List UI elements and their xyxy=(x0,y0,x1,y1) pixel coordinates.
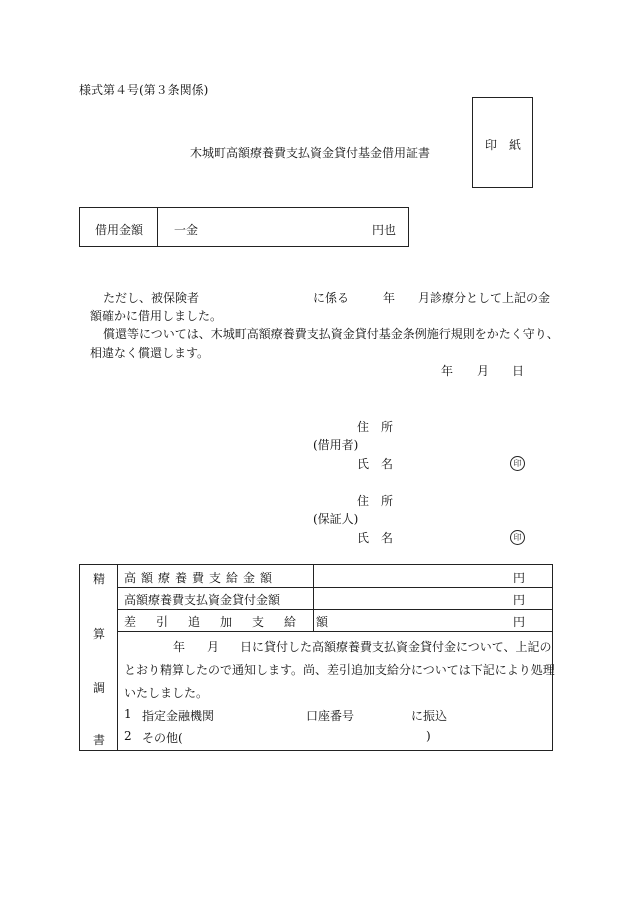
guarantor-address-label: 住 所 xyxy=(357,494,394,508)
notice-month: 月 xyxy=(207,640,220,654)
row-unit-additional: 円 xyxy=(513,615,526,629)
borrower-seal-mark xyxy=(510,455,525,471)
row-unit-benefit: 円 xyxy=(513,571,526,585)
row-divider-1 xyxy=(117,587,552,588)
item-2-label: その他( xyxy=(142,731,183,745)
form-number: 様式第４号(第３条関係) xyxy=(79,83,209,97)
body-line-1a: ただし、被保険者 xyxy=(103,291,200,305)
body-line-2: 額確かに借用しました。 xyxy=(90,309,223,323)
body-line-4: 相違なく償還します。 xyxy=(90,346,210,360)
notice-year: 年 xyxy=(173,640,186,654)
borrower-address-label: 住 所 xyxy=(357,420,394,434)
notice-line-2: とおり精算したので通知します。尚、差引追加支給分については下記により処理 xyxy=(124,663,555,677)
revenue-stamp-label: 印 紙 xyxy=(485,138,522,152)
date-day: 日 xyxy=(512,364,525,378)
body-line-1-year: 年 xyxy=(383,291,396,305)
guarantor-name-label: 氏 名 xyxy=(357,531,394,545)
borrower-role: (借用者) xyxy=(313,438,359,452)
row-label-loan: 高額療養費支払資金貸付金額 xyxy=(124,593,281,607)
row-label-benefit: 高額療養費支給金額 xyxy=(124,571,278,585)
row-divider-3 xyxy=(117,631,552,632)
body-line-1b: に係る xyxy=(313,291,350,305)
amount-suffix: 円也 xyxy=(372,223,397,237)
item-2-close: ) xyxy=(426,729,431,743)
borrower-seal-icon: 印 xyxy=(510,456,525,471)
guarantor-role: (保証人) xyxy=(313,512,359,526)
item-1-transfer: に振込 xyxy=(411,709,448,723)
item-1-label: 指定金融機関 xyxy=(142,709,215,723)
notice-line-1: 日に貸付した高額療養費支払資金貸付金について、上記の xyxy=(240,640,552,654)
side-char-1: 精 xyxy=(93,572,106,586)
settlement-table xyxy=(79,564,553,751)
date-month: 月 xyxy=(477,364,490,378)
row-unit-loan: 円 xyxy=(513,593,526,607)
borrowed-amount-label: 借用金額 xyxy=(95,223,144,237)
borrower-name-label: 氏 名 xyxy=(357,457,394,471)
side-char-2: 算 xyxy=(93,627,106,641)
document-title: 木城町高額療養費支払資金貸付基金借用証書 xyxy=(190,146,431,160)
date-year: 年 xyxy=(441,364,454,378)
side-char-3: 調 xyxy=(93,681,106,695)
amount-divider xyxy=(157,208,158,246)
side-column-divider xyxy=(117,565,118,750)
guarantor-seal-icon: 印 xyxy=(510,530,525,545)
guarantor-seal-mark xyxy=(510,529,525,545)
amount-prefix: 一金 xyxy=(174,223,199,237)
item-1-account: 口座番号 xyxy=(306,709,355,723)
notice-line-3: いたしました。 xyxy=(124,686,209,700)
body-line-3: 償還等については、木城町高額療養費支払資金貸付基金条例施行規則をかたく守り、 xyxy=(103,327,559,341)
row-label-additional: 差引追加支給額 xyxy=(124,615,349,629)
revenue-stamp-box xyxy=(472,97,533,188)
borrowed-amount-box xyxy=(79,207,409,247)
item-1-number: 1 xyxy=(124,707,132,721)
row-divider-2 xyxy=(117,609,552,610)
side-char-4: 書 xyxy=(93,733,106,747)
body-line-1c: 月診療分として上記の金 xyxy=(418,291,551,305)
item-2-number: 2 xyxy=(124,729,132,743)
